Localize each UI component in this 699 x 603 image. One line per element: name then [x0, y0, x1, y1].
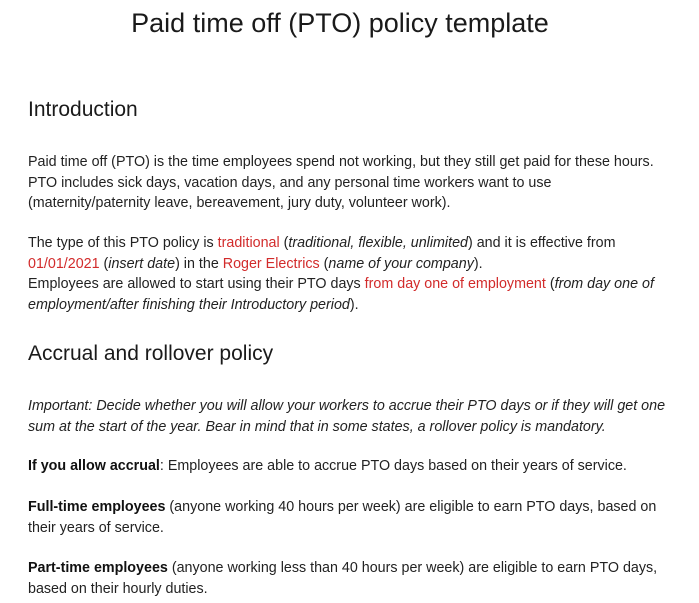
allow-accrual-label: If you allow accrual	[28, 458, 160, 474]
date-hint: insert date	[108, 255, 176, 272]
company-paren-close: ).	[473, 255, 483, 272]
full-time-text: (anyone working 40 hours per week) are eligible to earn PTO days, based on their years of service.	[28, 499, 657, 536]
start-using-text: Employees are allowed to start using their PTO days	[28, 276, 365, 292]
company-paren-open: (	[319, 255, 329, 272]
important-note: Important: Decide whether you will allow your workers to accrue their PTO days or if they will get one sum at the start of the year. Bear in mind that in some states, a rollover policy is mandatory.	[28, 398, 666, 435]
policy-type-paren-open: (	[279, 235, 289, 251]
part-time-paragraph	[28, 558, 668, 599]
start-using-hint: from day one of employment/after finishing their Introductory period	[28, 276, 654, 313]
full-time-paragraph	[28, 497, 668, 538]
policy-type-paragraph	[28, 233, 668, 274]
introduction-heading: Introduction	[28, 98, 138, 121]
policy-type-value: traditional	[217, 235, 280, 251]
page-title: Paid time off (PTO) policy template	[131, 8, 549, 38]
introduction-paragraph: Paid time off (PTO) is the time employees spend not working, but they still get paid for these hours. PTO includes sick days, vacation days, and any personal time workers want to use (maternity/paternity leave, bereavement, jury duty, volunteer work).	[28, 154, 654, 211]
part-time-label: Part-time employees	[28, 560, 168, 576]
full-time-label: Full-time employees	[28, 499, 166, 515]
start-paren-close: ).	[349, 296, 359, 313]
allow-accrual-text: : Employees are able to accrue PTO days based on their years of service.	[159, 458, 627, 474]
date-paren-open: (	[99, 255, 109, 272]
policy-type-options: traditional, flexible, unlimited	[288, 235, 468, 251]
company-hint: name of your company	[328, 255, 474, 272]
in-the-text: ) in the	[175, 255, 223, 272]
policy-type-text: The type of this PTO policy is	[28, 235, 218, 251]
start-paren-open: (	[545, 276, 555, 292]
allow-accrual-paragraph	[28, 456, 668, 477]
effective-date-value: 01/01/2021	[28, 255, 100, 272]
start-using-value: from day one of employment	[364, 276, 546, 292]
part-time-text: (anyone working less than 40 hours per week) are eligible to earn PTO days, based on their hourly duties.	[28, 560, 658, 597]
company-name-value: Roger Electrics	[222, 255, 320, 272]
accrual-heading: Accrual and rollover policy	[28, 342, 274, 365]
start-using-paragraph	[28, 274, 668, 315]
effective-from-text: ) and it is effective from	[468, 235, 616, 251]
